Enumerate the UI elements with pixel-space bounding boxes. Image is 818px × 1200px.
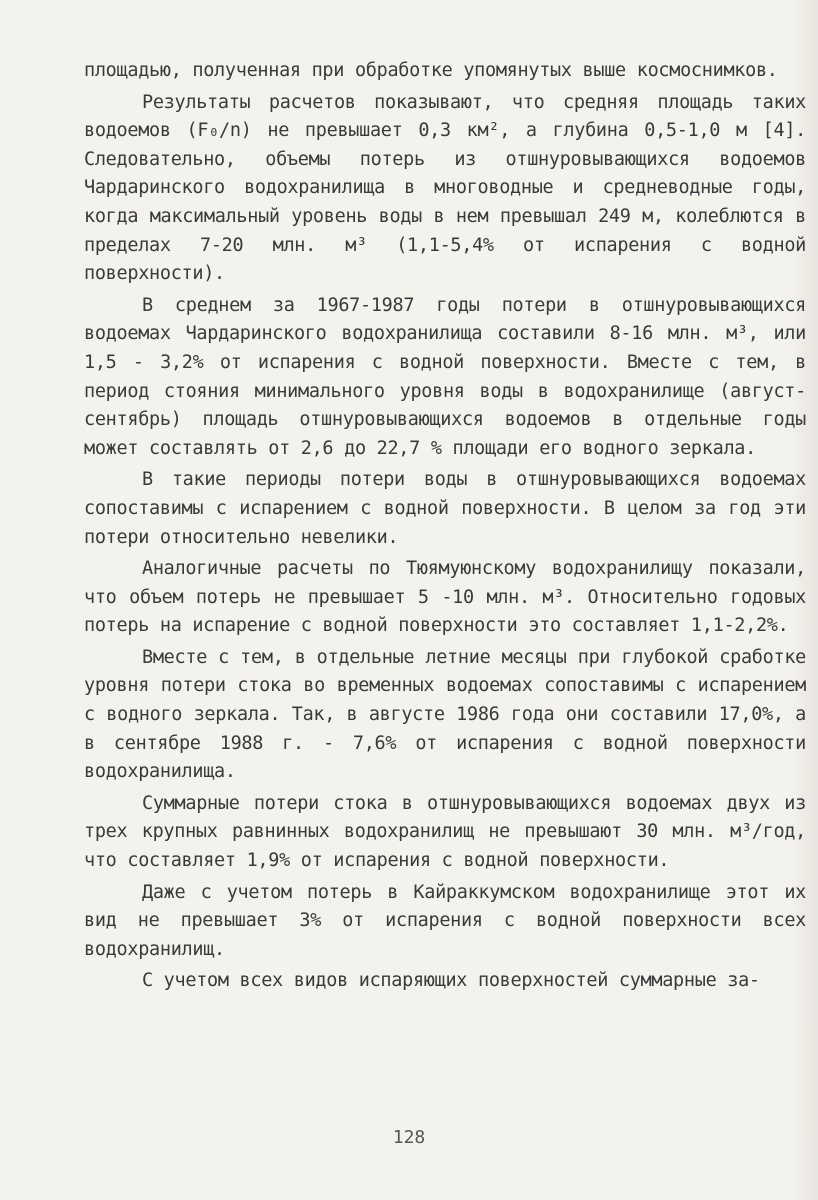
body-text xyxy=(84,57,806,996)
paragraph-1: площадью, полученная при обработке упомянутых выше космоснимков. xyxy=(84,60,778,81)
paragraph-6: Вместе с тем, в отдельные летние месяцы при глубокой сработке уровня потери стока во временных водоемах сопоставимы с испарением с водного зеркала. Так, в августе 1986 года они составили 17,0%, а в сентябре 1988 г. - 7,6% от испарения с водной поверхности водохранилища. xyxy=(84,646,806,783)
page-number: 128 xyxy=(392,1127,426,1148)
paragraph-5: Аналогичные расчеты по Тюямуюнскому водохранилищу показали, что объем потерь не превышает 5 -10 млн. м³. Относительно годовых потерь на испарение с водной поверхности это составляет 1,1-2,2%. xyxy=(84,558,806,637)
paragraph-9: С учетом всех видов испаряющих поверхностей суммарные за- xyxy=(142,970,760,992)
paragraph-7: Суммарные потери стока в отшнуровывающихся водоемах двух из трех крупных равнинных водохранилищ не превышают 30 млн. м³/год, что составляет 1,9% от испарения с водной поверхности. xyxy=(84,792,806,872)
paragraph-8: Даже с учетом потерь в Кайраккумском водохранилище этот их вид не превышает 3% от испарения с водной поверхности всех водохранилищ. xyxy=(84,881,806,960)
paragraph-4: В такие периоды потери воды в отшнуровывающихся водоемах сопоставимы с испарением с водной поверхности. В целом за год эти потери относительно невелики. xyxy=(84,469,806,548)
paragraph-3: В среднем за 1967-1987 годы потери в отшнуровывающихся водоемах Чардаринского водохранилища составили 8-16 млн. м³, или 1,5 - 3,2% от испарения с водной поверхности. Вместе с тем, в период стояния минимального уровня воды в водохранилище (август-сентябрь) площадь отшнуровывающихся водоемов в отдельные годы может составлять от 2,6 до 22,7 % площади его водного зеркала. xyxy=(84,294,806,459)
paragraph-2: Результаты расчетов показывают, что средняя площадь таких водоемов (F₀/n) не превышает 0,3 км², а глубина 0,5-1,0 м [4]. Следовательно, объемы потерь из отшнуровывающихся водоемов Чардаринского водохранилища в многоводные и средневодные годы, когда максимальный уровень воды в нем превышал 249 м, колеблются в пределах 7-20 млн. м³ (1,1-5,4% от испарения с водной поверхности). xyxy=(84,91,806,285)
